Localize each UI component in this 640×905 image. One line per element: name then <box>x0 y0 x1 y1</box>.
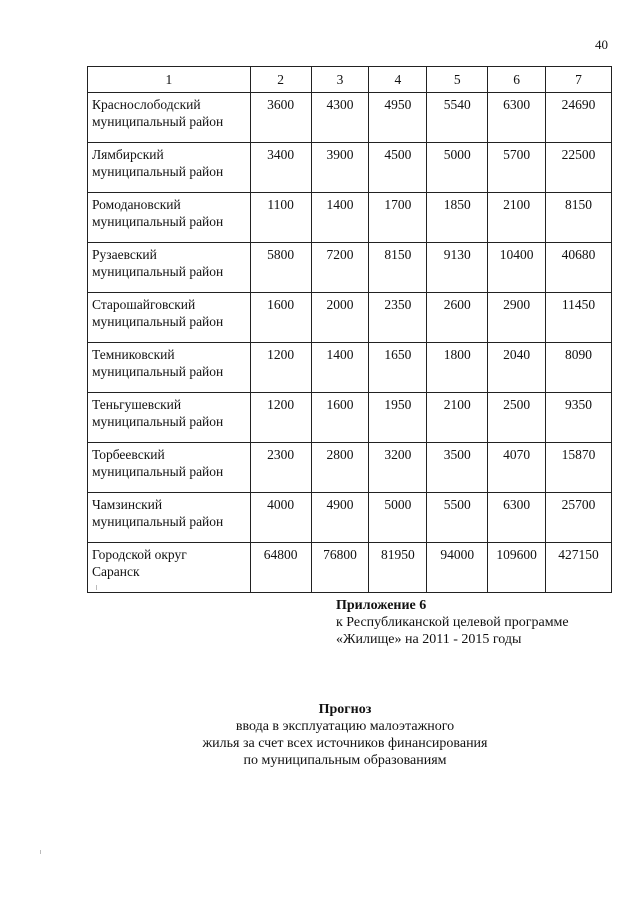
heading-title: Прогноз <box>318 702 372 717</box>
value-cell: 25700 <box>546 493 612 543</box>
value-cell: 4500 <box>369 143 427 193</box>
forecast-heading <box>130 701 560 769</box>
district-name-line: Краснослободский <box>92 97 201 112</box>
district-name-line: Теньгушевский <box>92 397 182 412</box>
district-name-cell <box>88 243 251 293</box>
column-header: 4 <box>369 67 427 93</box>
table-row <box>88 243 612 293</box>
data-table <box>87 66 612 593</box>
value-cell: 1850 <box>427 193 488 243</box>
value-cell: 5800 <box>250 243 311 293</box>
table-body <box>88 93 612 593</box>
value-cell: 2350 <box>369 293 427 343</box>
value-cell: 4950 <box>369 93 427 143</box>
heading-line: ввода в эксплуатацию малоэтажного <box>235 719 455 734</box>
table-row <box>88 293 612 343</box>
value-cell: 1600 <box>250 293 311 343</box>
value-cell: 1650 <box>369 343 427 393</box>
district-name-cell <box>88 343 251 393</box>
column-header: 5 <box>427 67 488 93</box>
value-cell: 9350 <box>546 393 612 443</box>
district-name-line: Лямбирский <box>92 147 164 162</box>
value-cell: 5700 <box>488 143 546 193</box>
value-cell: 4300 <box>311 93 369 143</box>
district-name-line: Саранск <box>92 564 140 579</box>
value-cell: 4000 <box>250 493 311 543</box>
page-number: 40 <box>595 37 608 52</box>
table-row <box>88 93 612 143</box>
value-cell: 3500 <box>427 443 488 493</box>
value-cell: 1400 <box>311 343 369 393</box>
district-name-line: Чамзинский <box>92 497 163 512</box>
value-cell: 5540 <box>427 93 488 143</box>
value-cell: 4070 <box>488 443 546 493</box>
table-row <box>88 343 612 393</box>
column-header: 3 <box>311 67 369 93</box>
value-cell: 10400 <box>488 243 546 293</box>
district-name-line: Рузаевский <box>92 247 157 262</box>
appendix-line: к Республиканской целевой программе <box>336 615 569 630</box>
table-header-row <box>88 67 612 93</box>
value-cell: 11450 <box>546 293 612 343</box>
appendix-line: «Жилище» на 2011 - 2015 годы <box>336 632 522 647</box>
value-cell: 1200 <box>250 343 311 393</box>
value-cell: 5500 <box>427 493 488 543</box>
value-cell: 8090 <box>546 343 612 393</box>
value-cell: 8150 <box>369 243 427 293</box>
district-name-line: муниципальный район <box>92 314 224 329</box>
column-header: 2 <box>250 67 311 93</box>
table-row <box>88 443 612 493</box>
value-cell: 2100 <box>427 393 488 443</box>
column-header: 1 <box>88 67 251 93</box>
value-cell: 94000 <box>427 543 488 593</box>
district-name-cell <box>88 443 251 493</box>
district-name-cell <box>88 493 251 543</box>
value-cell: 6300 <box>488 493 546 543</box>
district-name-line: Городской округ <box>92 547 187 562</box>
value-cell: 2800 <box>311 443 369 493</box>
value-cell: 2900 <box>488 293 546 343</box>
district-name-line: муниципальный район <box>92 164 224 179</box>
value-cell: 6300 <box>488 93 546 143</box>
district-name-cell <box>88 293 251 343</box>
value-cell: 2100 <box>488 193 546 243</box>
value-cell: 3600 <box>250 93 311 143</box>
value-cell: 3900 <box>311 143 369 193</box>
district-name-line: муниципальный район <box>92 264 224 279</box>
district-name-line: Торбеевский <box>92 447 165 462</box>
value-cell: 2040 <box>488 343 546 393</box>
heading-line: по муниципальным образованиям <box>243 753 447 768</box>
value-cell: 1950 <box>369 393 427 443</box>
value-cell: 1600 <box>311 393 369 443</box>
value-cell: 5000 <box>427 143 488 193</box>
district-name-cell <box>88 93 251 143</box>
value-cell: 7200 <box>311 243 369 293</box>
value-cell: 1100 <box>250 193 311 243</box>
value-cell: 427150 <box>546 543 612 593</box>
value-cell: 109600 <box>488 543 546 593</box>
district-name-line: муниципальный район <box>92 414 224 429</box>
district-name-line: муниципальный район <box>92 114 224 129</box>
value-cell: 3200 <box>369 443 427 493</box>
appendix-note <box>336 597 569 648</box>
value-cell: 24690 <box>546 93 612 143</box>
district-name-line: Ромодановский <box>92 197 181 212</box>
table-row <box>88 493 612 543</box>
table-row <box>88 143 612 193</box>
value-cell: 4900 <box>311 493 369 543</box>
district-name-line: муниципальный район <box>92 364 224 379</box>
district-name-line: Старошайговский <box>92 297 196 312</box>
value-cell: 8150 <box>546 193 612 243</box>
value-cell: 2600 <box>427 293 488 343</box>
value-cell: 81950 <box>369 543 427 593</box>
value-cell: 22500 <box>546 143 612 193</box>
value-cell: 76800 <box>311 543 369 593</box>
value-cell: 2500 <box>488 393 546 443</box>
value-cell: 64800 <box>250 543 311 593</box>
district-name-line: муниципальный район <box>92 214 224 229</box>
heading-line: жилья за счет всех источников финансирования <box>202 736 488 751</box>
value-cell: 2000 <box>311 293 369 343</box>
column-header: 7 <box>546 67 612 93</box>
scan-mark <box>96 585 97 590</box>
table-row <box>88 393 612 443</box>
scan-mark <box>40 850 41 854</box>
value-cell: 1400 <box>311 193 369 243</box>
district-name-line: муниципальный район <box>92 464 224 479</box>
value-cell: 5000 <box>369 493 427 543</box>
column-header: 6 <box>488 67 546 93</box>
district-name-cell <box>88 393 251 443</box>
value-cell: 3400 <box>250 143 311 193</box>
district-name-cell <box>88 543 251 593</box>
value-cell: 1200 <box>250 393 311 443</box>
value-cell: 40680 <box>546 243 612 293</box>
district-name-cell <box>88 193 251 243</box>
district-name-cell <box>88 143 251 193</box>
value-cell: 1800 <box>427 343 488 393</box>
district-name-line: Темниковский <box>92 347 175 362</box>
appendix-title: Приложение 6 <box>336 598 427 613</box>
table-row <box>88 543 612 593</box>
value-cell: 2300 <box>250 443 311 493</box>
value-cell: 1700 <box>369 193 427 243</box>
district-name-line: муниципальный район <box>92 514 224 529</box>
value-cell: 9130 <box>427 243 488 293</box>
value-cell: 15870 <box>546 443 612 493</box>
table-row <box>88 193 612 243</box>
